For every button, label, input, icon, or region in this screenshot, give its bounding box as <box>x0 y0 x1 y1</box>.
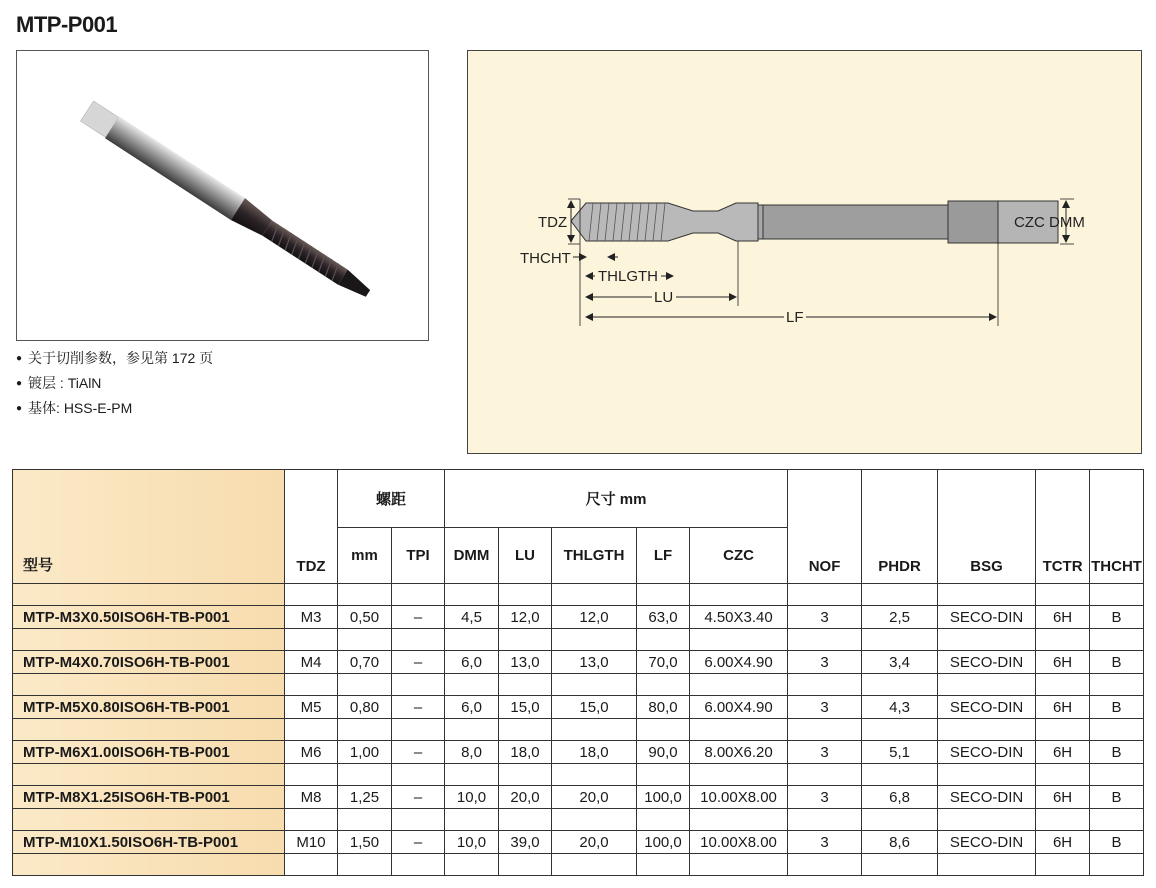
cell-dmm: 10,0 <box>445 786 499 809</box>
cell-czc: 4.50X3.40 <box>690 606 788 629</box>
table-row <box>13 831 1144 854</box>
note-item: ● 基体: HSS-E-PM <box>16 397 213 422</box>
cell-phdr: 4,3 <box>862 696 938 719</box>
cell-tdz: M10 <box>285 831 338 854</box>
tap-photo-image <box>17 51 429 341</box>
cell-nof: 3 <box>788 741 862 764</box>
cell-model: MTP-M10X1.50ISO6H-TB-P001 <box>13 831 285 854</box>
label-lf: LF <box>786 309 804 326</box>
cell-tpi: – <box>392 606 445 629</box>
cell-nof: 3 <box>788 606 862 629</box>
cell-tdz: M4 <box>285 651 338 674</box>
cell-bsg: SECO-DIN <box>938 786 1036 809</box>
cell-bsg: SECO-DIN <box>938 696 1036 719</box>
note-item: ● 镀层 : TiAlN <box>16 372 213 397</box>
table-row <box>13 696 1144 719</box>
cell-bsg: SECO-DIN <box>938 651 1036 674</box>
cell-dmm: 6,0 <box>445 696 499 719</box>
cell-tctr: 6H <box>1036 741 1090 764</box>
header-tpi: TPI <box>392 528 445 584</box>
cell-czc: 6.00X4.90 <box>690 651 788 674</box>
header-tctr: TCTR <box>1036 470 1090 584</box>
cell-thlgth: 15,0 <box>552 696 637 719</box>
cell-tdz: M3 <box>285 606 338 629</box>
cell-bsg: SECO-DIN <box>938 741 1036 764</box>
product-photo <box>16 50 429 341</box>
label-thcht: THCHT <box>520 250 571 267</box>
label-thlgth: THLGTH <box>598 268 658 285</box>
cell-lu: 13,0 <box>499 651 552 674</box>
cell-model: MTP-M3X0.50ISO6H-TB-P001 <box>13 606 285 629</box>
cell-czc: 10.00X8.00 <box>690 831 788 854</box>
cell-model: MTP-M6X1.00ISO6H-TB-P001 <box>13 741 285 764</box>
cell-lf: 70,0 <box>637 651 690 674</box>
cell-phdr: 2,5 <box>862 606 938 629</box>
cell-dmm: 8,0 <box>445 741 499 764</box>
cell-nof: 3 <box>788 831 862 854</box>
cell-tpi: – <box>392 651 445 674</box>
header-model: 型号 <box>13 470 285 584</box>
cell-nof: 3 <box>788 786 862 809</box>
header-bsg: BSG <box>938 470 1036 584</box>
label-tdz: TDZ <box>538 214 568 231</box>
note-item: ● 关于切削参数，参见第 172 页 <box>16 347 213 372</box>
cell-lu: 20,0 <box>499 786 552 809</box>
cell-tpi: – <box>392 741 445 764</box>
label-lu: LU <box>654 289 674 306</box>
dimension-drawing <box>467 50 1142 454</box>
cell-tctr: 6H <box>1036 651 1090 674</box>
cell-lu: 15,0 <box>499 696 552 719</box>
cell-nof: 3 <box>788 651 862 674</box>
spec-table-body <box>13 584 1144 876</box>
cell-mm: 1,00 <box>338 741 392 764</box>
cell-tctr: 6H <box>1036 606 1090 629</box>
tap-dimension-diagram <box>468 51 1142 454</box>
spec-table-container <box>12 469 1143 888</box>
cell-tpi: – <box>392 786 445 809</box>
label-czc: CZC <box>1014 214 1045 231</box>
cell-lf: 63,0 <box>637 606 690 629</box>
header-phdr: PHDR <box>862 470 938 584</box>
product-notes <box>16 347 213 422</box>
cell-lf: 100,0 <box>637 831 690 854</box>
spec-table <box>12 469 1144 876</box>
header-dmm: DMM <box>445 528 499 584</box>
cell-thlgth: 20,0 <box>552 786 637 809</box>
cell-phdr: 3,4 <box>862 651 938 674</box>
cell-model: MTP-M8X1.25ISO6H-TB-P001 <box>13 786 285 809</box>
header-nof: NOF <box>788 470 862 584</box>
header-tdz: TDZ <box>285 470 338 584</box>
cell-czc: 8.00X6.20 <box>690 741 788 764</box>
cell-lu: 18,0 <box>499 741 552 764</box>
cell-bsg: SECO-DIN <box>938 606 1036 629</box>
cell-dmm: 6,0 <box>445 651 499 674</box>
cell-tdz: M5 <box>285 696 338 719</box>
cell-tdz: M6 <box>285 741 338 764</box>
cell-tctr: 6H <box>1036 831 1090 854</box>
table-row <box>13 786 1144 809</box>
cell-nof: 3 <box>788 696 862 719</box>
cell-mm: 1,25 <box>338 786 392 809</box>
cell-czc: 6.00X4.90 <box>690 696 788 719</box>
header-mm: mm <box>338 528 392 584</box>
cell-lf: 90,0 <box>637 741 690 764</box>
cell-thlgth: 20,0 <box>552 831 637 854</box>
table-row <box>13 741 1144 764</box>
table-row <box>13 651 1144 674</box>
header-group-pitch: 螺距 <box>338 470 445 528</box>
cell-tctr: 6H <box>1036 696 1090 719</box>
cell-phdr: 5,1 <box>862 741 938 764</box>
cell-thcht: B <box>1090 786 1144 809</box>
label-dmm: DMM <box>1049 214 1085 231</box>
cell-thcht: B <box>1090 606 1144 629</box>
cell-thcht: B <box>1090 831 1144 854</box>
cell-mm: 1,50 <box>338 831 392 854</box>
cell-mm: 0,50 <box>338 606 392 629</box>
cell-mm: 0,70 <box>338 651 392 674</box>
cell-dmm: 4,5 <box>445 606 499 629</box>
cell-lf: 80,0 <box>637 696 690 719</box>
cell-dmm: 10,0 <box>445 831 499 854</box>
header-group-size: 尺寸 mm <box>445 470 788 528</box>
cell-model: MTP-M4X0.70ISO6H-TB-P001 <box>13 651 285 674</box>
cell-thlgth: 18,0 <box>552 741 637 764</box>
cell-tdz: M8 <box>285 786 338 809</box>
cell-thlgth: 12,0 <box>552 606 637 629</box>
header-czc: CZC <box>690 528 788 584</box>
cell-tpi: – <box>392 696 445 719</box>
cell-lu: 39,0 <box>499 831 552 854</box>
cell-lf: 100,0 <box>637 786 690 809</box>
cell-tctr: 6H <box>1036 786 1090 809</box>
cell-thcht: B <box>1090 741 1144 764</box>
header-lu: LU <box>499 528 552 584</box>
header-lf: LF <box>637 528 690 584</box>
cell-thcht: B <box>1090 696 1144 719</box>
cell-bsg: SECO-DIN <box>938 831 1036 854</box>
header-thlgth: THLGTH <box>552 528 637 584</box>
header-thcht: THCHT <box>1090 470 1144 584</box>
cell-model: MTP-M5X0.80ISO6H-TB-P001 <box>13 696 285 719</box>
table-row <box>13 606 1144 629</box>
cell-tpi: – <box>392 831 445 854</box>
cell-thcht: B <box>1090 651 1144 674</box>
cell-phdr: 8,6 <box>862 831 938 854</box>
cell-phdr: 6,8 <box>862 786 938 809</box>
page-title: MTP-P001 <box>16 12 118 37</box>
cell-mm: 0,80 <box>338 696 392 719</box>
cell-thlgth: 13,0 <box>552 651 637 674</box>
cell-czc: 10.00X8.00 <box>690 786 788 809</box>
cell-lu: 12,0 <box>499 606 552 629</box>
